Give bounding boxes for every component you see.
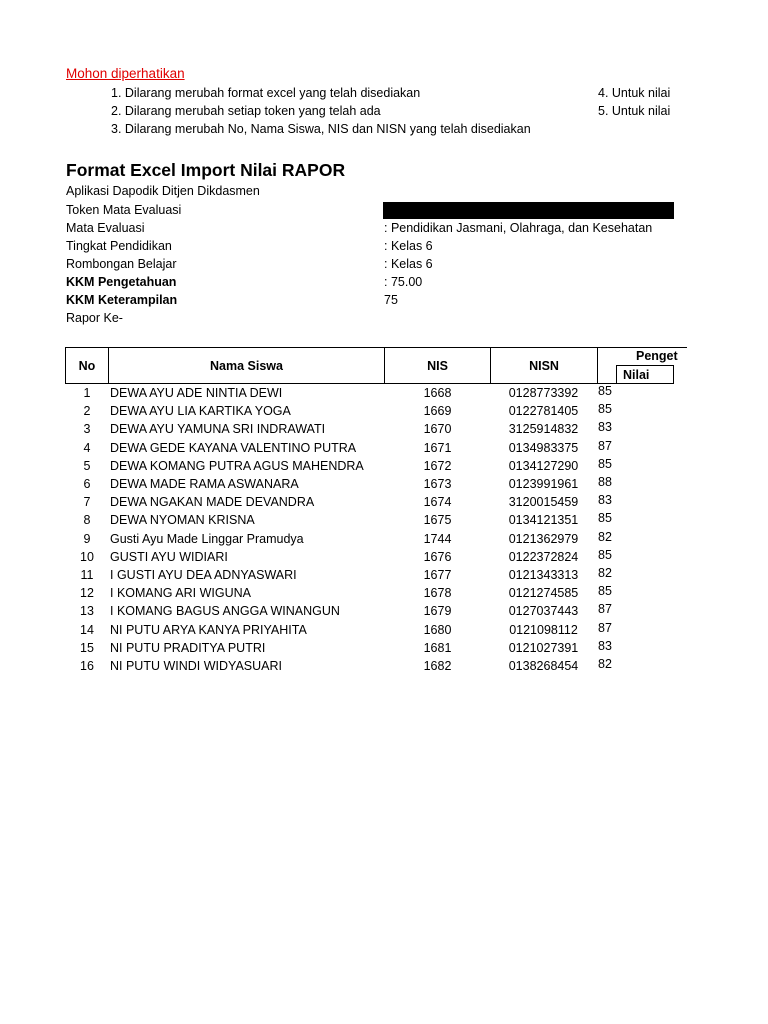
cell-nilai: 85 [598, 456, 612, 471]
cell-no: 10 [80, 549, 94, 564]
cell-nilai: 85 [598, 384, 612, 398]
cell-nis: 1673 [423, 477, 452, 491]
table-row [0, 602, 768, 620]
cell-nis: 1674 [423, 495, 452, 510]
cell-nis: 1675 [423, 513, 452, 528]
cell-nis: 1677 [423, 568, 452, 582]
cell-nilai: 88 [598, 475, 612, 489]
cell-nis: 1678 [423, 586, 452, 601]
cell-nama-siswa: NI PUTU WINDI WIDYASUARI [110, 659, 282, 673]
header-nisn: NISN [490, 347, 598, 384]
cell-nisn: 0138268454 [508, 659, 579, 673]
cell-nis: 1671 [423, 440, 452, 455]
kkm-keterampilan-value: 75 [384, 293, 398, 307]
header-nis: NIS [384, 347, 491, 384]
tingkat-label: Tingkat Pendidikan [66, 239, 172, 253]
table-row [0, 439, 768, 457]
cell-nis: 1670 [423, 422, 452, 437]
cell-nisn: 0134121351 [508, 513, 579, 528]
cell-no: 13 [80, 604, 94, 619]
mata-evaluasi-value: : Pendidikan Jasmani, Olahraga, dan Kesehatan [384, 221, 653, 235]
table-row [0, 402, 768, 420]
table-row [0, 621, 768, 639]
notice-rule-1: 1. Dilarang merubah format excel yang telah disediakan [111, 86, 421, 100]
cell-nisn: 0134983375 [508, 440, 579, 455]
cell-nis: 1680 [423, 622, 452, 637]
cell-nama-siswa: NI PUTU PRADITYA PUTRI [110, 640, 266, 655]
cell-nis: 1744 [423, 531, 452, 546]
cell-nilai: 82 [598, 657, 612, 671]
cell-nisn: 0121362979 [508, 531, 579, 546]
page-title: Format Excel Import Nilai RAPOR [66, 160, 346, 180]
cell-nisn: 3125914832 [508, 422, 579, 437]
cell-nisn: 0122372824 [508, 549, 579, 564]
cell-nis: 1682 [423, 659, 452, 673]
cell-nama-siswa: I KOMANG BAGUS ANGGA WINANGUN [110, 604, 340, 619]
cell-nisn: 0121274585 [508, 586, 579, 601]
notice-rule-4: 4. Untuk nilai [598, 86, 671, 100]
cell-nisn: 0128773392 [508, 386, 579, 400]
table-row [0, 657, 768, 675]
cell-nisn: 0121027391 [508, 640, 579, 655]
rapor-ke-label: Rapor Ke- [66, 311, 123, 325]
cell-nilai: 83 [598, 493, 612, 508]
header-no: No [65, 347, 109, 384]
cell-no: 11 [80, 568, 94, 582]
cell-nilai: 83 [598, 638, 612, 653]
cell-nis: 1676 [423, 549, 452, 564]
cell-no: 7 [83, 495, 91, 510]
table-row [0, 511, 768, 529]
cell-nilai: 82 [598, 529, 612, 544]
cell-nama-siswa: DEWA AYU YAMUNA SRI INDRAWATI [110, 422, 326, 437]
table-row [0, 493, 768, 511]
kkm-pengetahuan-label: KKM Pengetahuan [66, 275, 177, 289]
cell-nilai: 82 [598, 566, 612, 580]
header-nilai-spacer [597, 365, 617, 384]
table-row [0, 384, 768, 402]
cell-nisn: 3120015459 [508, 495, 579, 510]
token-redacted-bar [383, 202, 674, 219]
cell-no: 9 [83, 531, 91, 546]
cell-nisn: 0122781405 [508, 404, 579, 419]
cell-nis: 1679 [423, 604, 452, 619]
notice-rule-2: 2. Dilarang merubah setiap token yang telah ada [111, 104, 381, 118]
table-row [0, 566, 768, 584]
cell-no: 14 [80, 622, 94, 637]
cell-nama-siswa: GUSTI AYU WIDIARI [110, 549, 228, 564]
cell-nama-siswa: NI PUTU ARYA KANYA PRIYAHITA [110, 622, 307, 637]
table-row [0, 475, 768, 493]
header-nilai: Nilai [616, 365, 674, 384]
cell-nis: 1668 [423, 386, 452, 400]
cell-no: 6 [83, 477, 91, 491]
cell-nama-siswa: DEWA MADE RAMA ASWANARA [110, 477, 299, 491]
cell-nisn: 0121343313 [508, 568, 579, 582]
cell-nis: 1681 [423, 640, 452, 655]
header-nama-siswa: Nama Siswa [108, 347, 385, 384]
notice-rule-5: 5. Untuk nilai [598, 104, 671, 118]
table-row [0, 457, 768, 475]
cell-nisn: 0127037443 [508, 604, 579, 619]
cell-no: 5 [83, 458, 91, 473]
header-pengetahuan: Penget [597, 347, 687, 365]
cell-nisn: 0134127290 [508, 458, 579, 473]
cell-nilai: 85 [598, 511, 612, 526]
cell-nama-siswa: DEWA GEDE KAYANA VALENTINO PUTRA [110, 440, 357, 455]
cell-nilai: 87 [598, 438, 612, 453]
cell-nama-siswa: DEWA NGAKAN MADE DEVANDRA [110, 495, 315, 510]
cell-nama-siswa: DEWA KOMANG PUTRA AGUS MAHENDRA [110, 458, 364, 473]
tingkat-value: : Kelas 6 [384, 239, 433, 253]
cell-no: 15 [80, 640, 94, 655]
table-row [0, 530, 768, 548]
cell-no: 3 [83, 422, 91, 437]
cell-nis: 1672 [423, 458, 452, 473]
rombel-value: : Kelas 6 [384, 257, 433, 271]
table-row [0, 584, 768, 602]
kkm-pengetahuan-value: : 75.00 [384, 275, 423, 289]
cell-no: 16 [80, 659, 94, 673]
mata-evaluasi-label: Mata Evaluasi [66, 221, 145, 235]
cell-nama-siswa: DEWA NYOMAN KRISNA [110, 513, 255, 528]
cell-nis: 1669 [423, 404, 452, 419]
cell-nisn: 0123991961 [508, 477, 579, 491]
rombel-label: Rombongan Belajar [66, 257, 177, 271]
token-label: Token Mata Evaluasi [66, 203, 182, 217]
kkm-keterampilan-label: KKM Keterampilan [66, 293, 178, 307]
cell-nisn: 0121098112 [509, 622, 578, 637]
cell-no: 4 [83, 440, 91, 455]
table-row [0, 548, 768, 566]
cell-nama-siswa: DEWA AYU LIA KARTIKA YOGA [110, 404, 291, 419]
app-subtitle: Aplikasi Dapodik Ditjen Dikdasmen [66, 184, 260, 198]
cell-nilai: 85 [598, 584, 612, 599]
cell-nilai: 85 [598, 547, 612, 562]
cell-nama-siswa: DEWA AYU ADE NINTIA DEWI [110, 386, 283, 400]
cell-no: 12 [80, 586, 94, 601]
cell-nama-siswa: I GUSTI AYU DEA ADNYASWARI [110, 568, 297, 582]
cell-nilai: 85 [598, 402, 612, 417]
cell-nilai: 87 [598, 602, 612, 617]
cell-nilai: 83 [598, 420, 612, 435]
cell-no: 1 [83, 386, 91, 400]
cell-no: 8 [83, 513, 91, 528]
cell-nama-siswa: Gusti Ayu Made Linggar Pramudya [110, 531, 304, 546]
notice-rule-3: 3. Dilarang merubah No, Nama Siswa, NIS dan NISN yang telah disediakan [111, 122, 531, 136]
cell-no: 2 [83, 404, 91, 419]
cell-nama-siswa: I KOMANG ARI WIGUNA [110, 586, 251, 601]
table-row [0, 639, 768, 657]
cell-nilai: 87 [598, 620, 612, 635]
table-row [0, 420, 768, 438]
notice-title: Mohon diperhatikan [66, 66, 185, 81]
